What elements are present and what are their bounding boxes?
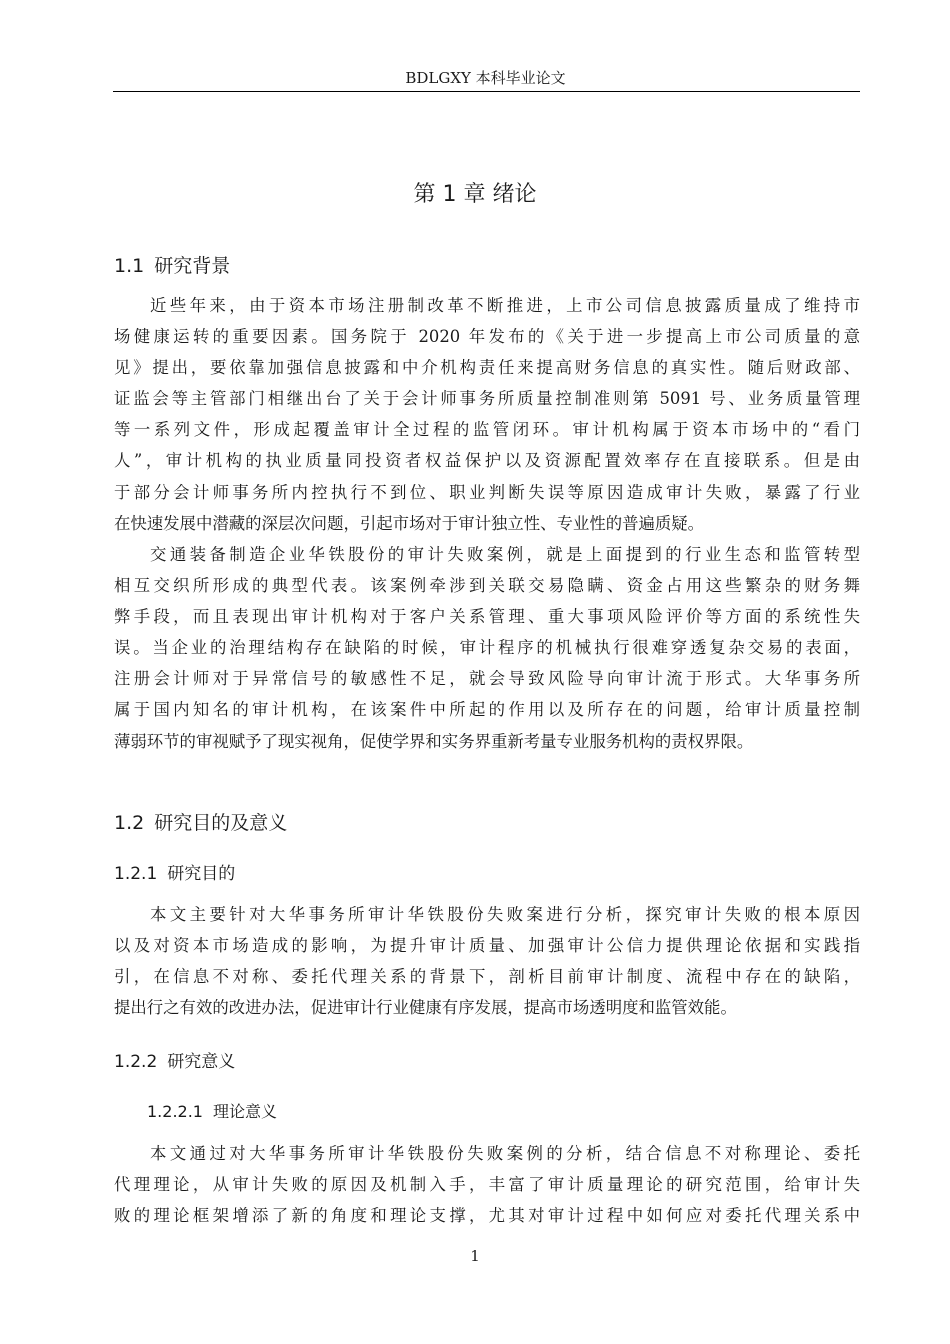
paragraph-theoretical-significance [114, 1138, 860, 1231]
section-title: 研究目的及意义 [154, 812, 288, 834]
text-line: 场健康运转的重要因素。国务院于 2020 年发布的《关于进一步提高上市公司质量的意 [114, 327, 860, 347]
text-line: 误。当企业的治理结构存在缺陷的时候，审计程序的机械执行很难穿透复杂交易的表面， [114, 638, 860, 658]
text-line: 败的理论框架增添了新的角度和理论支撑，尤其对审计过程中如何应对委托代理关系中 [114, 1206, 860, 1226]
paragraph-purpose [114, 899, 860, 1023]
text-line: 证监会等主管部门相继出台了关于会计师事务所质量控制准则第 5091 号、业务质量管理 [114, 389, 860, 409]
text-line: 近些年来，由于资本市场注册制改革不断推进，上市公司信息披露质量成了维持市 [150, 296, 860, 315]
section-title: 研究背景 [154, 255, 231, 277]
page-number: 1 [470, 1247, 480, 1265]
text-line: 弊手段，而且表现出审计机构对于客户关系管理、重大事项风险评价等方面的系统性失 [114, 607, 860, 627]
text-line: 见》提出，要依靠加强信息披露和中介机构责任来提高财务信息的真实性。随后财政部、 [114, 358, 860, 378]
section-heading-1-2 [114, 810, 287, 836]
text-line: 在快速发展中潜藏的深层次问题，引起市场对于审计独立性、专业性的普遍质疑。 [114, 513, 705, 533]
text-line: 等一系列文件，形成起覆盖审计全过程的监管闭环。审计机构属于资本市场中的“看门 [114, 420, 860, 440]
text-line: 交通装备制造企业华铁股份的审计失败案例，就是上面提到的行业生态和监管转型 [150, 545, 860, 564]
text-line: 本文通过对大华事务所审计华铁股份失败案例的分析，结合信息不对称理论、委托 [150, 1144, 860, 1163]
section-number: 1.2.2 [114, 1052, 158, 1072]
section-title: 理论意义 [212, 1102, 277, 1121]
section-heading-1-1 [114, 253, 230, 279]
section-number: 1.2 [114, 812, 145, 834]
chapter-title: 第 1 章 绪论 [413, 182, 537, 207]
paragraph-background-1 [114, 290, 860, 539]
section-number: 1.2.2.1 [147, 1102, 203, 1121]
text-line: 本文主要针对大华事务所审计华铁股份失败案进行分析，探究审计失败的根本原因 [150, 905, 860, 924]
text-line: 相互交织所形成的典型代表。该案例牵涉到关联交易隐瞒、资金占用这些繁杂的财务舞 [114, 576, 860, 596]
section-number: 1.1 [114, 255, 145, 277]
text-line: 人”，审计机构的执业质量同投资者权益保护以及资源配置效率存在直接联系。但是由 [114, 451, 860, 471]
running-header: BDLGXY 本科毕业论文 [405, 69, 566, 87]
text-line: 提出行之有效的改进办法，促进审计行业健康有序发展，提高市场透明度和监管效能。 [114, 998, 737, 1018]
section-heading-1-2-2-1 [147, 1101, 277, 1123]
text-line: 于部分会计师事务所内控执行不到位、职业判断失误等原因造成审计失败，暴露了行业 [114, 482, 860, 502]
text-line: 薄弱环节的审视赋予了现实视角，促使学界和实务界重新考量专业服务机构的责权界限。 [114, 731, 754, 751]
section-heading-1-2-2 [114, 1050, 235, 1074]
header-divider [113, 91, 860, 92]
text-line: 代理理论，从审计失败的原因及机制入手，丰富了审计质量理论的研究范围，给审计失 [114, 1175, 860, 1195]
section-heading-1-2-1 [114, 862, 235, 886]
text-line: 属于国内知名的审计机构，在该案件中所起的作用以及所存在的问题，给审计质量控制 [114, 700, 860, 720]
text-line: 注册会计师对于异常信号的敏感性不足，就会导致风险导向审计流于形式。大华事务所 [114, 669, 860, 689]
section-number: 1.2.1 [114, 864, 158, 884]
text-line: 以及对资本市场造成的影响，为提升审计质量、加强审计公信力提供理论依据和实践指 [114, 936, 860, 956]
text-line: 引，在信息不对称、委托代理关系的背景下，剖析目前审计制度、流程中存在的缺陷， [114, 967, 860, 987]
section-title: 研究目的 [167, 864, 236, 884]
section-title: 研究意义 [167, 1052, 236, 1072]
paragraph-background-2 [114, 539, 860, 757]
